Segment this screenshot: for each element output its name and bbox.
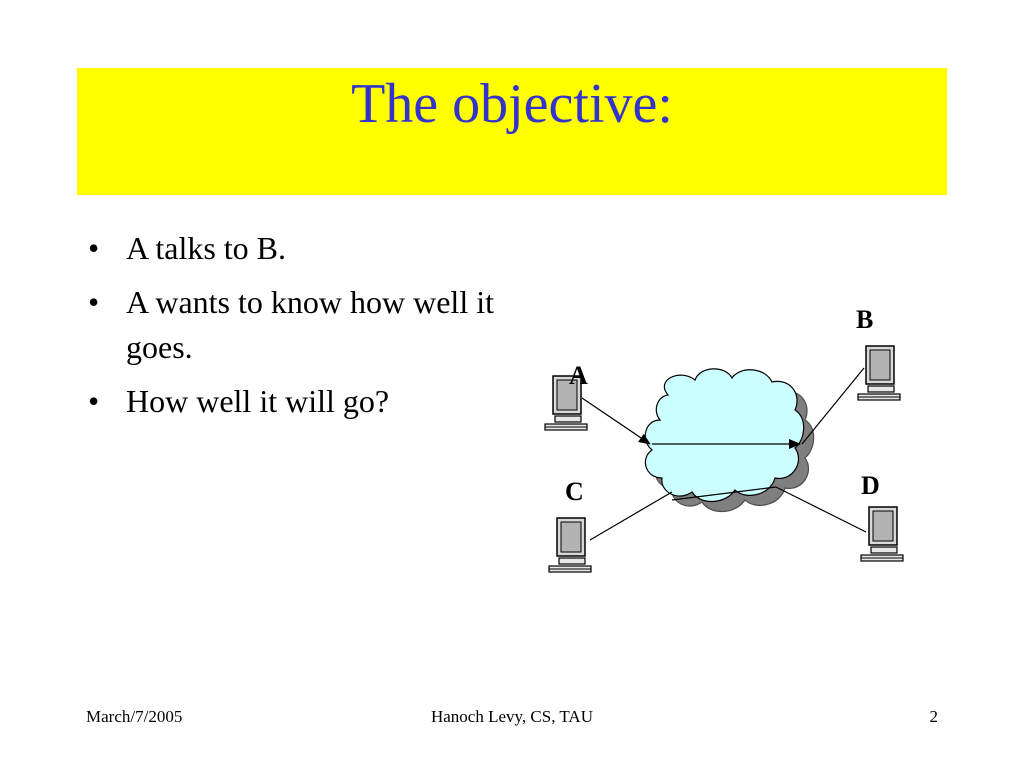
computer-b-icon xyxy=(858,346,900,400)
bullet-icon: • xyxy=(88,230,100,266)
link-cloud-to-b xyxy=(802,368,864,444)
link-cloud-to-d xyxy=(776,487,866,532)
computer-d-icon xyxy=(861,507,903,561)
link-c-to-cloud xyxy=(590,492,672,540)
bullet-text: How well it will go? xyxy=(126,383,390,419)
bullet-text: A talks to B. xyxy=(126,230,287,266)
node-label-d: D xyxy=(861,471,880,500)
node-label-b: B xyxy=(856,305,874,334)
slide-title: The objective: xyxy=(351,73,673,135)
bullet-icon: • xyxy=(88,383,100,419)
footer-date: March/7/2005 xyxy=(86,707,183,726)
bullet-text: A wants to know how well it goes. xyxy=(126,284,494,365)
link-a-to-cloud xyxy=(582,398,650,444)
footer-page-number: 2 xyxy=(929,707,938,726)
computer-c-icon xyxy=(549,518,591,572)
bullet-icon: • xyxy=(88,284,100,320)
footer-author: Hanoch Levy, CS, TAU xyxy=(430,707,593,726)
node-label-a: A xyxy=(569,361,588,390)
node-label-c: C xyxy=(565,477,584,506)
